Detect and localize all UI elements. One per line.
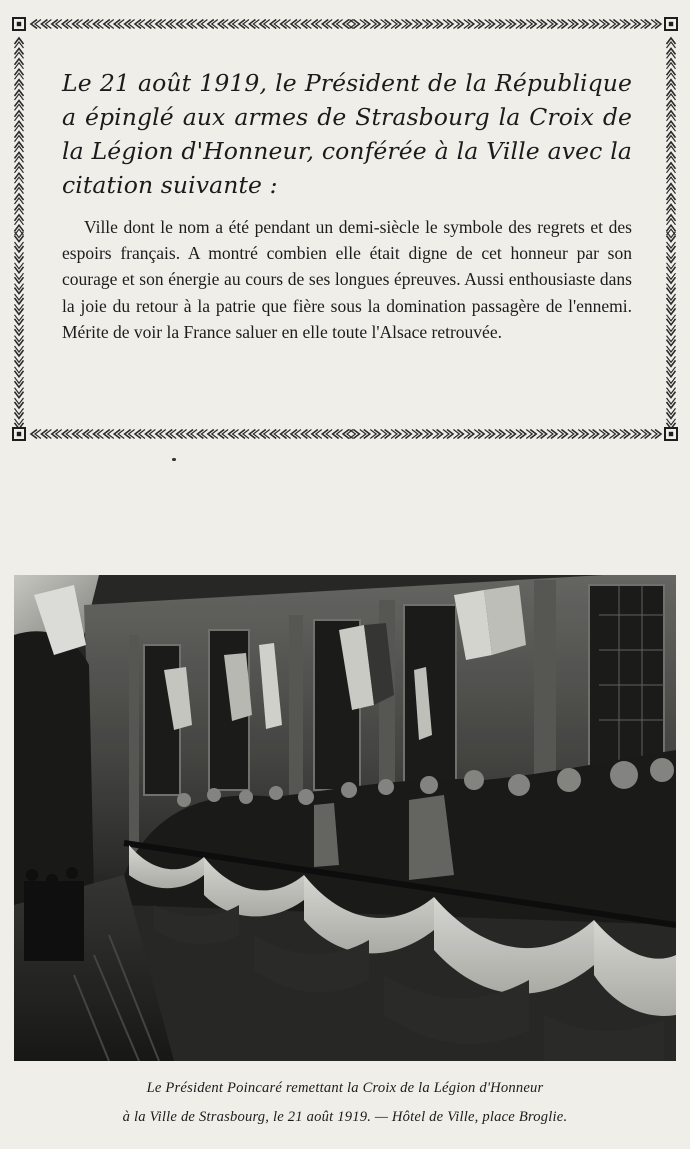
laurel-chevron-icon — [31, 20, 41, 29]
laurel-chevron-icon — [667, 173, 676, 183]
laurel-chevron-icon — [667, 263, 676, 273]
laurel-chevron-icon — [135, 430, 145, 439]
laurel-chevron-icon — [166, 20, 176, 29]
laurel-chevron-icon — [667, 294, 676, 304]
laurel-chevron-icon — [630, 430, 640, 439]
ceremony-photograph — [14, 575, 676, 1061]
laurel-chevron-icon — [125, 430, 135, 439]
laurel-chevron-icon — [15, 121, 24, 131]
laurel-chevron-icon — [568, 430, 578, 439]
ink-speck — [172, 458, 176, 461]
laurel-chevron-icon — [301, 20, 311, 29]
laurel-chevron-icon — [114, 430, 124, 439]
laurel-chevron-icon — [667, 80, 676, 90]
laurel-chevron-icon — [333, 20, 343, 29]
laurel-chevron-icon — [391, 20, 401, 29]
laurel-chevron-icon — [641, 20, 651, 29]
laurel-chevron-icon — [578, 20, 588, 29]
square-corner-icon — [665, 18, 677, 30]
laurel-chevron-icon — [15, 184, 24, 194]
intro-paragraph: Le 21 août 1919, le Président de la République a épinglé aux armes de Strasbourg la Croix de la Légion d'Honneur, conférée à la Ville avec la citation suivante : — [62, 69, 632, 199]
laurel-chevron-icon — [73, 430, 83, 439]
laurel-chevron-icon — [381, 430, 391, 439]
laurel-chevron-icon — [589, 20, 599, 29]
laurel-chevron-icon — [667, 284, 676, 294]
laurel-chevron-icon — [495, 20, 505, 29]
laurel-chevron-icon — [667, 408, 676, 418]
laurel-chevron-icon — [52, 20, 62, 29]
laurel-chevron-icon — [156, 430, 166, 439]
laurel-chevron-icon — [15, 252, 24, 262]
laurel-chevron-icon — [422, 430, 432, 439]
laurel-chevron-icon — [464, 20, 474, 29]
laurel-chevron-icon — [73, 20, 83, 29]
laurel-chevron-icon — [41, 430, 51, 439]
laurel-chevron-icon — [15, 152, 24, 162]
laurel-chevron-icon — [349, 430, 359, 439]
laurel-chevron-icon — [412, 430, 422, 439]
laurel-chevron-icon — [667, 69, 676, 79]
laurel-chevron-icon — [322, 20, 332, 29]
laurel-chevron-icon — [547, 20, 557, 29]
laurel-chevron-icon — [260, 430, 270, 439]
caption-line-2: à la Ville de Strasbourg, le 21 août 1919. — Hôtel de Ville, place Broglie. — [122, 1109, 568, 1125]
laurel-chevron-icon — [312, 430, 322, 439]
laurel-chevron-icon — [93, 20, 103, 29]
laurel-chevron-icon — [249, 20, 259, 29]
laurel-chevron-icon — [578, 430, 588, 439]
laurel-chevron-icon — [630, 20, 640, 29]
laurel-chevron-icon — [557, 430, 567, 439]
laurel-chevron-icon — [15, 204, 24, 214]
laurel-chevron-icon — [667, 215, 676, 225]
laurel-chevron-icon — [667, 59, 676, 69]
laurel-chevron-icon — [557, 20, 567, 29]
laurel-chevron-icon — [667, 163, 676, 173]
laurel-chevron-icon — [93, 430, 103, 439]
laurel-chevron-icon — [526, 20, 536, 29]
laurel-chevron-icon — [667, 142, 676, 152]
laurel-chevron-icon — [370, 20, 380, 29]
laurel-chevron-icon — [381, 20, 391, 29]
laurel-chevron-icon — [125, 20, 135, 29]
laurel-chevron-icon — [281, 430, 291, 439]
laurel-chevron-icon — [620, 430, 630, 439]
laurel-chevron-icon — [667, 336, 676, 346]
laurel-chevron-icon — [62, 20, 72, 29]
laurel-chevron-icon — [15, 132, 24, 142]
laurel-chevron-icon — [145, 430, 155, 439]
laurel-chevron-icon — [485, 20, 495, 29]
laurel-chevron-icon — [15, 356, 24, 366]
laurel-chevron-icon — [667, 38, 676, 48]
laurel-chevron-icon — [15, 59, 24, 69]
laurel-chevron-icon — [609, 20, 619, 29]
laurel-chevron-icon — [667, 325, 676, 335]
laurel-chevron-icon — [15, 38, 24, 48]
laurel-chevron-icon — [114, 20, 124, 29]
laurel-chevron-icon — [15, 242, 24, 252]
laurel-chevron-icon — [312, 20, 322, 29]
laurel-chevron-icon — [667, 132, 676, 142]
laurel-chevron-icon — [667, 48, 676, 58]
laurel-chevron-icon — [474, 20, 484, 29]
laurel-chevron-icon — [301, 430, 311, 439]
laurel-chevron-icon — [667, 152, 676, 162]
laurel-chevron-icon — [218, 430, 228, 439]
laurel-chevron-icon — [15, 388, 24, 398]
laurel-chevron-icon — [505, 430, 515, 439]
laurel-chevron-icon — [15, 232, 24, 242]
laurel-chevron-icon — [83, 20, 93, 29]
laurel-chevron-icon — [667, 346, 676, 356]
laurel-chevron-icon — [15, 100, 24, 110]
laurel-chevron-icon — [391, 430, 401, 439]
laurel-chevron-icon — [453, 430, 463, 439]
caption-line-1: Le Président Poincaré remettant la Croix de la Légion d'Honneur — [146, 1080, 544, 1096]
laurel-chevron-icon — [249, 430, 259, 439]
laurel-chevron-icon — [360, 20, 370, 29]
laurel-chevron-icon — [667, 184, 676, 194]
laurel-chevron-icon — [15, 336, 24, 346]
laurel-chevron-icon — [667, 304, 676, 314]
laurel-chevron-icon — [667, 194, 676, 204]
laurel-chevron-icon — [547, 430, 557, 439]
laurel-chevron-icon — [239, 20, 249, 29]
laurel-chevron-icon — [516, 20, 526, 29]
laurel-chevron-icon — [453, 20, 463, 29]
laurel-chevron-icon — [104, 430, 114, 439]
square-corner-icon — [13, 428, 25, 440]
laurel-chevron-icon — [15, 284, 24, 294]
laurel-chevron-icon — [667, 204, 676, 214]
laurel-chevron-icon — [667, 388, 676, 398]
laurel-chevron-icon — [401, 430, 411, 439]
laurel-chevron-icon — [15, 346, 24, 356]
laurel-chevron-icon — [360, 430, 370, 439]
laurel-chevron-icon — [667, 242, 676, 252]
laurel-chevron-icon — [52, 430, 62, 439]
laurel-chevron-icon — [667, 90, 676, 100]
laurel-chevron-icon — [15, 90, 24, 100]
laurel-chevron-icon — [229, 20, 239, 29]
laurel-chevron-icon — [667, 356, 676, 366]
laurel-chevron-icon — [177, 430, 187, 439]
laurel-chevron-icon — [15, 142, 24, 152]
laurel-chevron-icon — [667, 367, 676, 377]
laurel-chevron-icon — [667, 273, 676, 283]
laurel-chevron-icon — [156, 20, 166, 29]
laurel-chevron-icon — [41, 20, 51, 29]
laurel-chevron-icon — [443, 20, 453, 29]
laurel-chevron-icon — [412, 20, 422, 29]
laurel-chevron-icon — [15, 294, 24, 304]
laurel-chevron-icon — [620, 20, 630, 29]
laurel-chevron-icon — [15, 325, 24, 335]
laurel-chevron-icon — [135, 20, 145, 29]
laurel-chevron-icon — [589, 430, 599, 439]
square-corner-icon — [13, 18, 25, 30]
laurel-chevron-icon — [474, 430, 484, 439]
laurel-chevron-icon — [104, 20, 114, 29]
laurel-chevron-icon — [15, 408, 24, 418]
laurel-chevron-icon — [495, 430, 505, 439]
laurel-chevron-icon — [15, 377, 24, 387]
laurel-chevron-icon — [15, 69, 24, 79]
laurel-chevron-icon — [260, 20, 270, 29]
laurel-chevron-icon — [15, 48, 24, 58]
laurel-chevron-icon — [464, 430, 474, 439]
laurel-chevron-icon — [15, 194, 24, 204]
laurel-chevron-icon — [229, 430, 239, 439]
laurel-chevron-icon — [651, 20, 661, 29]
laurel-chevron-icon — [485, 430, 495, 439]
laurel-chevron-icon — [568, 20, 578, 29]
laurel-chevron-icon — [239, 430, 249, 439]
laurel-chevron-icon — [15, 304, 24, 314]
laurel-chevron-icon — [15, 111, 24, 121]
laurel-chevron-icon — [641, 430, 651, 439]
laurel-chevron-icon — [333, 430, 343, 439]
laurel-chevron-icon — [599, 20, 609, 29]
citation-paragraph: Ville dont le nom a été pendant un demi-siècle le symbole des regrets et des espoirs français. A montré combien elle était digne de cet honneur par son courage et son énergie au cours de ses longues épreuves. Aussi enthousiaste dans la joie du retour à la patrie que fière sous la domination passagère de l'ennemi. Mérite de voir la France saluer en elle toute l'Alsace retrouvée. — [62, 217, 632, 342]
laurel-chevron-icon — [83, 430, 93, 439]
laurel-chevron-icon — [370, 430, 380, 439]
laurel-chevron-icon — [145, 20, 155, 29]
laurel-chevron-icon — [218, 20, 228, 29]
laurel-chevron-icon — [349, 20, 359, 29]
laurel-chevron-icon — [422, 20, 432, 29]
laurel-chevron-icon — [505, 20, 515, 29]
laurel-chevron-icon — [270, 20, 280, 29]
laurel-chevron-icon — [15, 315, 24, 325]
laurel-chevron-icon — [15, 80, 24, 90]
laurel-chevron-icon — [667, 100, 676, 110]
laurel-chevron-icon — [526, 430, 536, 439]
laurel-chevron-icon — [667, 398, 676, 408]
laurel-chevron-icon — [270, 430, 280, 439]
laurel-chevron-icon — [401, 20, 411, 29]
laurel-chevron-icon — [15, 367, 24, 377]
laurel-chevron-icon — [322, 430, 332, 439]
laurel-chevron-icon — [187, 20, 197, 29]
laurel-chevron-icon — [31, 430, 41, 439]
laurel-chevron-icon — [15, 398, 24, 408]
laurel-chevron-icon — [667, 252, 676, 262]
laurel-chevron-icon — [433, 430, 443, 439]
laurel-chevron-icon — [281, 20, 291, 29]
square-corner-icon — [665, 428, 677, 440]
laurel-chevron-icon — [667, 121, 676, 131]
laurel-chevron-icon — [291, 20, 301, 29]
laurel-chevron-icon — [62, 430, 72, 439]
laurel-chevron-icon — [443, 430, 453, 439]
laurel-chevron-icon — [516, 430, 526, 439]
laurel-chevron-icon — [433, 20, 443, 29]
laurel-chevron-icon — [15, 163, 24, 173]
laurel-chevron-icon — [537, 430, 547, 439]
laurel-chevron-icon — [599, 430, 609, 439]
laurel-chevron-icon — [197, 430, 207, 439]
laurel-chevron-icon — [609, 430, 619, 439]
laurel-chevron-icon — [15, 173, 24, 183]
laurel-chevron-icon — [291, 430, 301, 439]
laurel-chevron-icon — [177, 20, 187, 29]
laurel-chevron-icon — [166, 430, 176, 439]
laurel-chevron-icon — [667, 232, 676, 242]
laurel-chevron-icon — [537, 20, 547, 29]
laurel-chevron-icon — [15, 215, 24, 225]
laurel-chevron-icon — [187, 430, 197, 439]
laurel-chevron-icon — [667, 315, 676, 325]
laurel-chevron-icon — [15, 273, 24, 283]
laurel-chevron-icon — [667, 111, 676, 121]
laurel-chevron-icon — [667, 377, 676, 387]
laurel-chevron-icon — [651, 430, 661, 439]
laurel-chevron-icon — [197, 20, 207, 29]
laurel-chevron-icon — [15, 263, 24, 273]
laurel-chevron-icon — [208, 20, 218, 29]
laurel-chevron-icon — [208, 430, 218, 439]
